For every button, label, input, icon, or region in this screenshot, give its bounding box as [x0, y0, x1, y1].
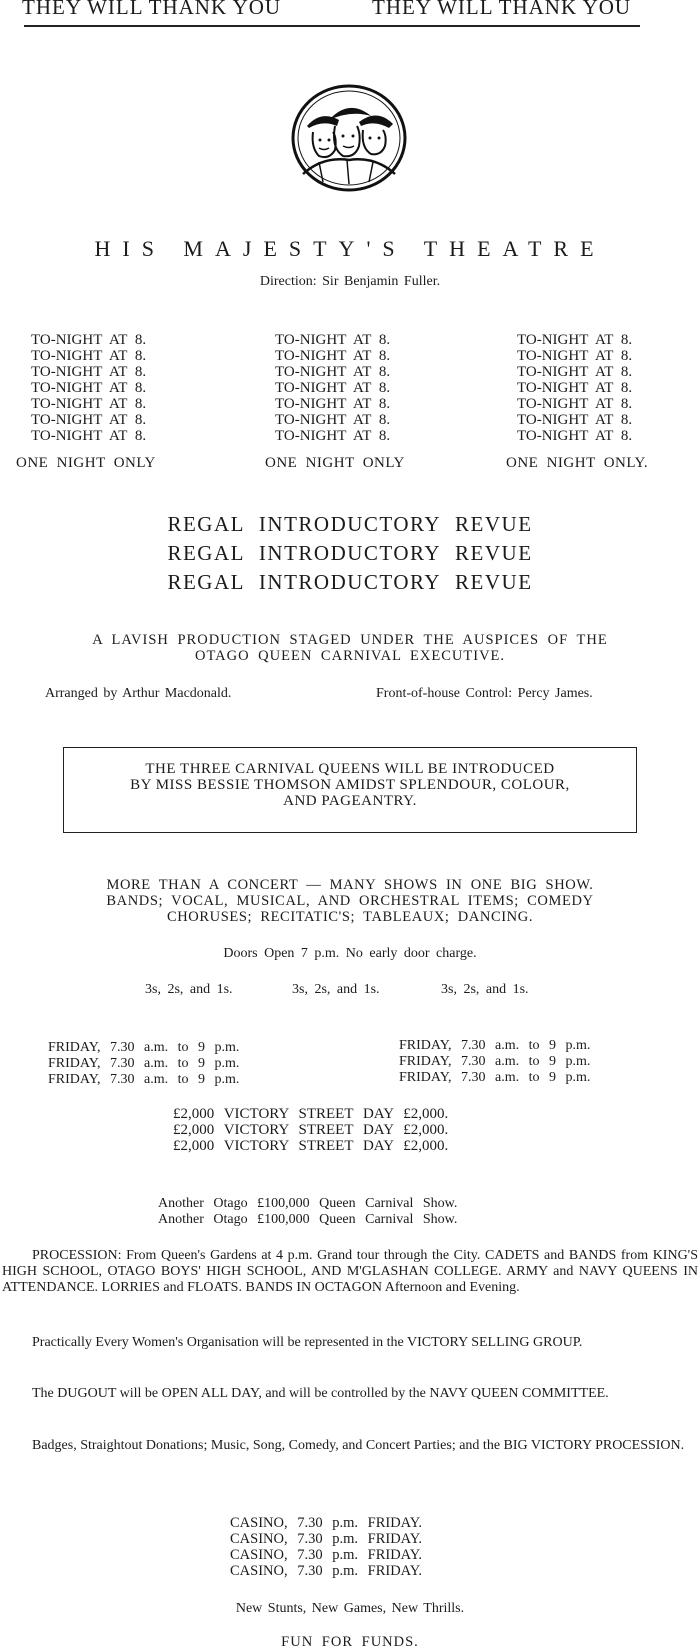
tonight-column-2	[275, 332, 390, 444]
friday-line: FRIDAY, 7.30 a.m. to 9 p.m.	[399, 1038, 591, 1053]
tonight-row: TO-NIGHT AT 8.	[31, 332, 147, 348]
friday-line: FRIDAY, 7.30 a.m. to 9 p.m.	[399, 1054, 591, 1069]
tonight-row: TO-NIGHT AT 8.	[31, 396, 147, 412]
carnival-show-line: Another Otago £100,000 Queen Carnival Show.	[158, 1196, 458, 1211]
casino-block	[230, 1515, 422, 1579]
tonight-row: TO-NIGHT AT 8.	[31, 428, 147, 444]
tonight-row: TO-NIGHT AT 8.	[517, 380, 633, 396]
tonight-row: TO-NIGHT AT 8.	[31, 412, 147, 428]
tonight-row: TO-NIGHT AT 8.	[275, 348, 391, 364]
tonight-row: TO-NIGHT AT 8.	[517, 364, 633, 380]
three-soldiers-emblem-icon	[289, 82, 409, 194]
concert-line-2: BANDS; VOCAL, MUSICAL, AND ORCHESTRAL ITEMS; COMEDY	[106, 893, 594, 909]
badges-paragraph: Badges, Straightout Donations; Music, Song, Comedy, and Concert Parties; and the BIG VICTORY PROCESSION.	[32, 1438, 685, 1453]
revue-line: REGAL INTRODUCTORY REVUE	[167, 541, 533, 565]
carnival-show	[158, 1196, 457, 1228]
front-of-house-control: Front-of-house Control: Percy James.	[376, 686, 593, 701]
casino-line: CASINO, 7.30 p.m. FRIDAY.	[230, 1563, 423, 1579]
friday-line: FRIDAY, 7.30 a.m. to 9 p.m.	[48, 1072, 240, 1087]
tonight-row: TO-NIGHT AT 8.	[31, 364, 147, 380]
production-line-2: OTAGO QUEEN CARNIVAL EXECUTIVE.	[194, 648, 506, 664]
revue-line: REGAL INTRODUCTORY REVUE	[167, 570, 533, 594]
tonight-row: TO-NIGHT AT 8.	[517, 348, 633, 364]
queens-line-2: BY MISS BESSIE THOMSON AMIDST SPLENDOUR, COLOUR,	[130, 777, 570, 793]
header-left-slogan: THEY WILL THANK YOU	[22, 0, 282, 19]
concert-line-3: CHORUSES; RECITATIC'S; TABLEAUX; DANCING.	[166, 909, 534, 925]
friday-schedule-left	[48, 1040, 239, 1088]
queens-line-1: THE THREE CARNIVAL QUEENS WILL BE INTRODUCED	[145, 761, 555, 777]
tonight-row: TO-NIGHT AT 8.	[31, 348, 147, 364]
friday-line: FRIDAY, 7.30 a.m. to 9 p.m.	[399, 1070, 591, 1085]
victory-street-day	[173, 1106, 448, 1154]
victory-line: £2,000 VICTORY STREET DAY £2,000.	[173, 1122, 449, 1138]
tonight-row: TO-NIGHT AT 8.	[275, 332, 391, 348]
carnival-queens-text	[63, 761, 637, 809]
tonight-row: TO-NIGHT AT 8.	[517, 428, 633, 444]
tonight-row: TO-NIGHT AT 8.	[275, 428, 391, 444]
queens-line-3: AND PAGEANTRY.	[283, 793, 417, 809]
procession-paragraph: PROCESSION: From Queen's Gardens at 4 p.m. Grand tour through the City. CADETS and BANDS from KING'S HIGH SCHOOL, OTAGO BOYS' HIGH SCHOOL, AND M'GLASHAN COLLEGE. ARMY and NAVY QUEENS IN ATTENDANCE. LORRIES and FLOATS. BANDS IN OCTAGON Afternoon and Evening.	[2, 1248, 698, 1295]
friday-schedule-right	[399, 1038, 590, 1086]
arranged-by: Arranged by Arthur Macdonald.	[45, 686, 232, 701]
tonight-row: TO-NIGHT AT 8.	[31, 380, 147, 396]
tonight-row: TO-NIGHT AT 8.	[517, 412, 633, 428]
revue-line: REGAL INTRODUCTORY REVUE	[167, 512, 533, 536]
women-organisation-paragraph: Practically Every Women's Organisation will be represented in the VICTORY SELLING GROUP.	[32, 1335, 583, 1350]
friday-line: FRIDAY, 7.30 a.m. to 9 p.m.	[48, 1040, 240, 1055]
production-line-1: A LAVISH PRODUCTION STAGED UNDER THE AUSPICES OF THE	[92, 632, 608, 648]
tonight-row: TO-NIGHT AT 8.	[275, 396, 391, 412]
new-stunts: New Stunts, New Games, New Thrills.	[235, 1601, 465, 1616]
casino-line: CASINO, 7.30 p.m. FRIDAY.	[230, 1515, 423, 1531]
one-night-only-1: ONE NIGHT ONLY	[16, 455, 156, 471]
fun-for-funds: FUN FOR FUNDS.	[281, 1634, 419, 1650]
theatre-name: HIS MAJESTY'S THEATRE	[94, 236, 606, 261]
carnival-show-line: Another Otago £100,000 Queen Carnival Show.	[158, 1212, 458, 1227]
tonight-row: TO-NIGHT AT 8.	[275, 412, 391, 428]
price-list: 3s, 2s, and 1s.	[145, 982, 233, 997]
casino-line: CASINO, 7.30 p.m. FRIDAY.	[230, 1547, 423, 1563]
price-list: 3s, 2s, and 1s.	[441, 982, 529, 997]
victory-line: £2,000 VICTORY STREET DAY £2,000.	[173, 1106, 449, 1122]
tonight-column-1	[31, 332, 146, 444]
friday-line: FRIDAY, 7.30 a.m. to 9 p.m.	[48, 1056, 240, 1071]
victory-line: £2,000 VICTORY STREET DAY £2,000.	[173, 1138, 449, 1154]
dugout-paragraph: The DUGOUT will be OPEN ALL DAY, and will be controlled by the NAVY QUEEN COMMITTEE.	[32, 1386, 609, 1401]
theatre-direction: Direction: Sir Benjamin Fuller.	[259, 274, 441, 289]
casino-line: CASINO, 7.30 p.m. FRIDAY.	[230, 1531, 423, 1547]
tonight-row: TO-NIGHT AT 8.	[275, 380, 391, 396]
tonight-row: TO-NIGHT AT 8.	[275, 364, 391, 380]
tonight-row: TO-NIGHT AT 8.	[517, 396, 633, 412]
tonight-row: TO-NIGHT AT 8.	[517, 332, 633, 348]
concert-line-1: MORE THAN A CONCERT — MANY SHOWS IN ONE BIG SHOW.	[106, 877, 594, 893]
tonight-column-3	[517, 332, 632, 444]
one-night-only-2: ONE NIGHT ONLY	[265, 455, 405, 471]
price-list: 3s, 2s, and 1s.	[292, 982, 380, 997]
one-night-only-3: ONE NIGHT ONLY.	[506, 455, 649, 471]
header-right-slogan: THEY WILL THANK YOU	[372, 0, 632, 19]
doors-open: Doors Open 7 p.m. No early door charge.	[223, 946, 477, 961]
header-rule	[24, 25, 640, 27]
